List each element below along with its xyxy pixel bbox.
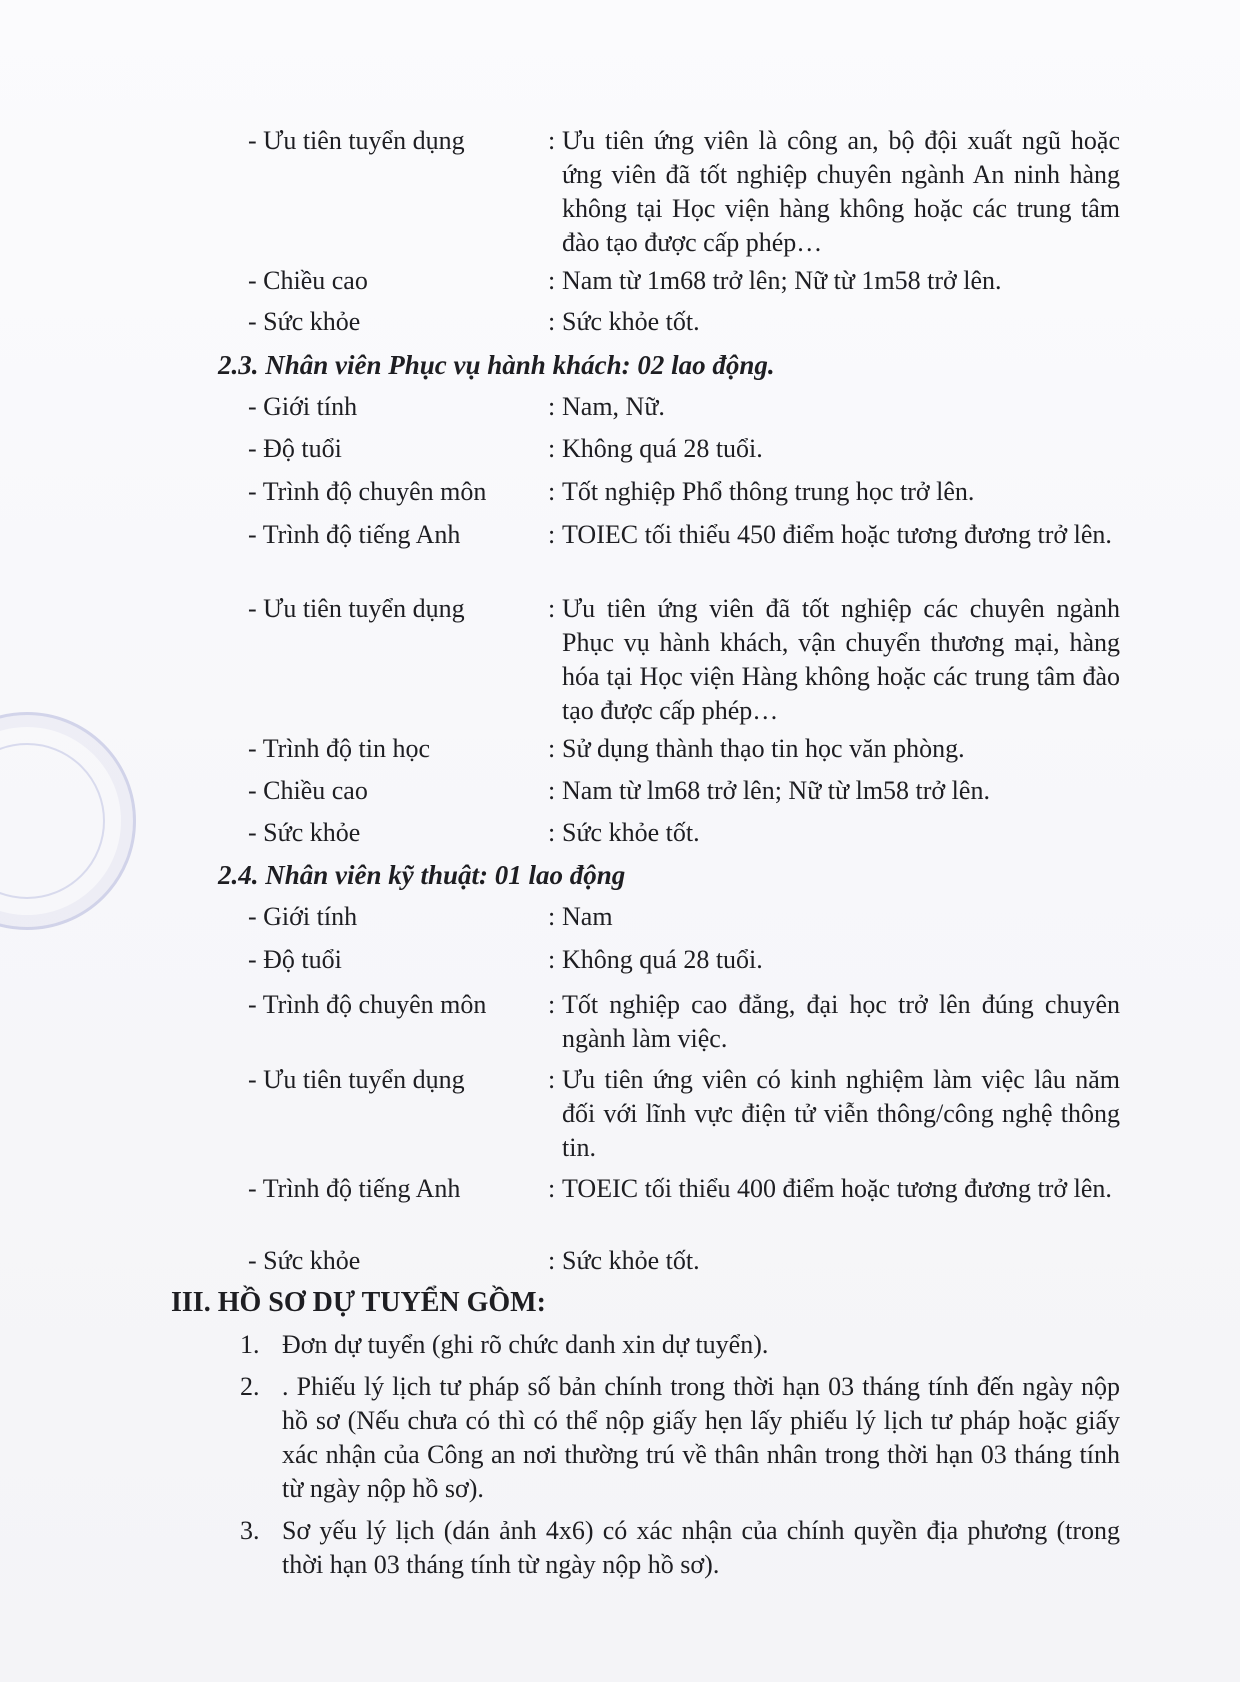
requirement-label: - Sức khỏe [248,307,361,336]
requirement-value: TOEIC tối thiểu 400 điểm hoặc tương đương trở lên. [562,1174,1112,1203]
section-heading-2-3: 2.3. Nhân viên Phục vụ hành khách: 02 lao động. [218,350,775,380]
requirement-label: - Trình độ tiếng Anh [248,520,461,549]
requirement-label: - Chiều cao [248,266,368,295]
list-item [240,1514,1120,1582]
requirement-row: - Giới tính : Nam [248,900,1120,934]
requirement-value: Không quá 28 tuổi. [562,945,763,974]
requirement-value: Sức khỏe tốt. [562,307,700,336]
requirement-value: Sử dụng thành thạo tin học văn phòng. [562,734,965,763]
list-item [240,1328,1120,1362]
section-heading-iii: III. HỒ SƠ DỰ TUYỂN GỒM: [171,1287,546,1318]
list-text: Sơ yếu lý lịch (dán ảnh 4x6) có xác nhận của chính quyền địa phương (trong thời hạn 03 tháng tính từ ngày nộp hồ sơ). [282,1516,1120,1579]
requirement-value: Ưu tiên ứng viên có kinh nghiệm làm việc lâu năm đối với lĩnh vực điện tử viễn thông/công nghệ thông tin. [562,1065,1120,1162]
requirement-label: - Trình độ chuyên môn [248,477,487,506]
requirement-row: - Ưu tiên tuyển dụng : Ưu tiên ứng viên có kinh nghiệm làm việc lâu năm đối với lĩnh vực điện tử viễn thông/công nghệ thông tin. [248,1063,1120,1165]
requirement-value: Ưu tiên ứng viên là công an, bộ đội xuất ngũ hoặc ứng viên đã tốt nghiệp chuyên ngành An ninh hàng không tại Học viện hàng không hoặc các trung tâm đào tạo được cấp phép… [562,126,1120,257]
requirement-value: Nam, Nữ. [562,392,665,421]
stamp-seal [0,712,136,930]
requirement-value: Tốt nghiệp cao đẳng, đại học trở lên đúng chuyên ngành làm việc. [562,990,1120,1053]
requirement-row: - Độ tuổi : Không quá 28 tuổi. [248,432,1120,466]
requirement-row: - Ưu tiên tuyển dụng : Ưu tiên ứng viên đã tốt nghiệp các chuyên ngành Phục vụ hành khách, vận chuyển thương mại, hàng hóa tại Học viện Hàng không hoặc các trung tâm đào tạo được cấp phép… [248,592,1120,728]
requirement-row: - Sức khỏe : Sức khỏe tốt. [248,816,1120,850]
list-item [240,1370,1120,1506]
requirement-row: - Sức khỏe : Sức khỏe tốt. [248,305,1120,339]
list-number: 3. [240,1516,260,1545]
requirement-label: - Ưu tiên tuyển dụng [248,1065,465,1094]
requirement-row: - Ưu tiên tuyển dụng : Ưu tiên ứng viên là công an, bộ đội xuất ngũ hoặc ứng viên đã tốt nghiệp chuyên ngành An ninh hàng không tại Học viện hàng không hoặc các trung tâm đào tạo được cấp phép… [248,124,1120,260]
requirement-value: Tốt nghiệp Phổ thông trung học trở lên. [562,477,975,506]
requirement-label: - Chiều cao [248,776,368,805]
requirement-value: Sức khỏe tốt. [562,1246,700,1275]
requirement-label: - Giới tính [248,902,358,931]
requirement-label: - Trình độ tiếng Anh [248,1174,461,1203]
requirement-label: - Giới tính [248,392,358,421]
requirement-row: - Sức khỏe : Sức khỏe tốt. [248,1244,1120,1278]
requirement-value: Nam từ lm68 trở lên; Nữ từ lm58 trở lên. [562,776,990,805]
requirement-value: Nam [562,902,613,931]
requirement-label: - Độ tuổi [248,945,342,974]
requirement-row: - Trình độ tiếng Anh : TOEIC tối thiểu 400 điểm hoặc tương đương trở lên. [248,1172,1120,1206]
requirement-label: - Trình độ tin học [248,734,431,763]
section-heading-2-4: 2.4. Nhân viên kỹ thuật: 01 lao động [218,860,626,890]
list-number: 1. [240,1330,260,1359]
requirement-label: - Trình độ chuyên môn [248,990,487,1019]
requirement-value: Nam từ 1m68 trở lên; Nữ từ 1m58 trở lên. [562,266,1002,295]
requirement-row: - Độ tuổi : Không quá 28 tuổi. [248,943,1120,977]
requirement-label: - Sức khỏe [248,818,361,847]
requirement-value: Ưu tiên ứng viên đã tốt nghiệp các chuyên ngành Phục vụ hành khách, vận chuyển thương mại, hàng hóa tại Học viện Hàng không hoặc các trung tâm đào tạo được cấp phép… [562,594,1120,725]
requirement-row: - Trình độ chuyên môn : Tốt nghiệp cao đẳng, đại học trở lên đúng chuyên ngành làm việc. [248,988,1120,1056]
requirement-value: Sức khỏe tốt. [562,818,700,847]
requirement-row: - Trình độ tin học : Sử dụng thành thạo tin học văn phòng. [248,732,1120,766]
requirement-row: - Giới tính : Nam, Nữ. [248,390,1120,424]
requirement-label: - Độ tuổi [248,434,342,463]
requirement-value: TOIEC tối thiểu 450 điểm hoặc tương đương trở lên. [562,520,1112,549]
requirement-row: - Trình độ tiếng Anh : TOIEC tối thiểu 450 điểm hoặc tương đương trở lên. [248,518,1120,552]
list-text: Đơn dự tuyển (ghi rõ chức danh xin dự tuyển). [282,1330,769,1359]
requirement-label: - Ưu tiên tuyển dụng [248,126,465,155]
requirement-row: - Trình độ chuyên môn : Tốt nghiệp Phổ thông trung học trở lên. [248,475,1120,509]
requirement-row: - Chiều cao : Nam từ lm68 trở lên; Nữ từ lm58 trở lên. [248,774,1120,808]
requirement-value: Không quá 28 tuổi. [562,434,763,463]
list-number: 2. [240,1372,260,1401]
requirement-row: - Chiều cao : Nam từ 1m68 trở lên; Nữ từ 1m58 trở lên. [248,264,1120,298]
requirement-label: - Sức khỏe [248,1246,361,1275]
requirement-label: - Ưu tiên tuyển dụng [248,594,465,623]
list-text: . Phiếu lý lịch tư pháp số bản chính trong thời hạn 03 tháng tính đến ngày nộp hồ sơ (Nếu chưa có thì có thể nộp giấy hẹn lấy phiếu lý lịch tư pháp hoặc giấy xác nhận của Công an nơi thường trú về thân nhân trong thời hạn 03 tháng tính từ ngày nộp hồ sơ). [282,1372,1120,1503]
